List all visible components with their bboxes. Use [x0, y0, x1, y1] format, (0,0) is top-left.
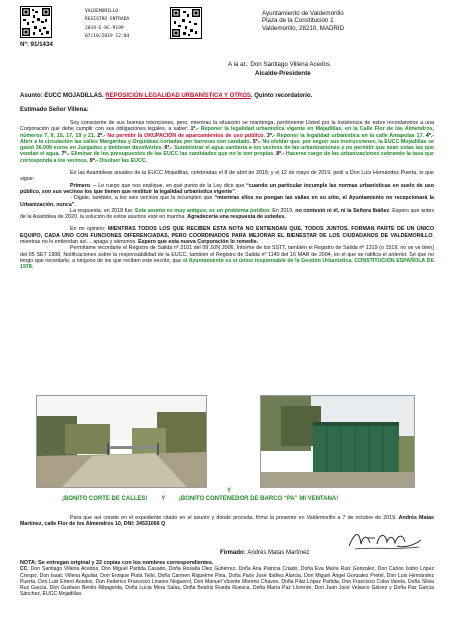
item-number: 7º.-	[61, 151, 72, 158]
photo-captions	[62, 496, 442, 503]
item-text: Reponer la legalidad urbanística vigente en Mojadillas, en la Calle Flor de los Almendros, números 7, 9, 15, 17, 19 y 21.	[20, 126, 434, 139]
paragraph-text: - Digale, también, a los seis vecinos que la incumplen que	[70, 195, 215, 202]
bold-text: Agradecería una respuesta de ustedes.	[187, 214, 286, 221]
quote-text: “mientras ellos no pongan las vallas en su sitio, el Ayuntamiento no recepcionará la Urbanización, nunca”	[20, 195, 434, 208]
subject-highlight: REPOSICIÓN LEGALIDAD URBANÍSTICA Y OTROS	[105, 93, 251, 99]
cc-label: CC	[20, 566, 28, 573]
bold-text: MIENTRAS TODOS LOS QUE RECIBEN ESTA NOTA NO ENTIENDAN QUE, TODOS JUNTOS, FORMAN PARTE DE UN ÚNICO EQUIPO, CADA UNO CON FUNCIONES DIFERENCIADAS, PERO COORDINADOS PARA MEJORAR EL BIENESTAR DE LOS CIUDADANOS DE VALDEMORILLO	[20, 226, 434, 239]
lead-word: Primero	[70, 182, 91, 189]
paragraph-second-request	[20, 195, 434, 208]
subject-part: EUCC MOJADILLAS.	[44, 93, 106, 99]
item-text: Eliminar de los presupuestos de las EUCC las cantidades que no le son propias.	[71, 151, 277, 158]
item-text: No olvidar que, por seguir sus instrucciones, la EUCC Mojadillas se gastó 36.000 euros en Juzgados y debieran devolvérles.	[20, 138, 434, 152]
letter-body	[20, 93, 434, 271]
paragraph-text: . Espero que antes de la Asamblea de 2020, la solución de estos asuntos esté en marcha.	[20, 207, 434, 221]
item-number: 1º.-	[190, 126, 201, 133]
stamp-line: VALDEMORILLO	[85, 9, 119, 14]
stamp-line: 2019-E-RC-9199	[85, 25, 124, 31]
paragraph-assemblies: En las Asambleas anuales de la EUCC Mojadillas, celebradas el 8 de abril de 2018, y el 12 de mayo de 2019, pedí a Don Luís Hernández Puerta, lo que sigue:	[20, 170, 434, 183]
subject-prefix: Asunto:	[20, 93, 45, 99]
item-number: 4º.-	[425, 132, 435, 139]
bold-text: Espero que esta nueva Corporación lo remedie.	[138, 239, 259, 246]
attention-prefix: A la at.:	[228, 61, 251, 68]
item-number: 5º.-	[252, 138, 263, 145]
quote-text: Este asunto es muy antiguo, es un problema jurídico.	[135, 207, 271, 214]
item-number: 8º.-	[276, 151, 286, 158]
note-label: NOTA	[20, 560, 35, 566]
paragraph-text: Permítame recordarle el Registro de Salida nº 3101 del 09 JUN 2006, Informe de los SSTT, también el Registro de Salida nº 1319 (o 1519, no se ve bien) del 05 SET 1998, Notificaciones sobre la responsabilidad de la EUCC, también el Registro de Salida nº 1140 del 16 MAR de 2004, en el que se ratifica el anterior. Sé que no tengo que recordarle, a ninguno de los que reciben este escrito, que	[20, 245, 434, 264]
paragraph-text: , mientras no lo entiendan así… apaga y vámonos.	[20, 232, 434, 246]
caption-right: ¡BONITO CONTENEDOR DE BARCO “PA” MI VENTANA!	[178, 496, 339, 502]
item-text: Hacerse cargo de las urbanizaciones cobrando la tasa que corresponda a los vecinos.	[20, 151, 434, 164]
qr-code-left	[20, 6, 52, 38]
photo-street-barrier	[36, 395, 207, 488]
subject-part: . Quinto recordatorio.	[250, 93, 313, 99]
bold-text: no contestó ni él, ni la Señora Ibáñez	[295, 207, 390, 214]
paragraph-response	[20, 208, 434, 221]
item-text: Disolver las EUCC.	[99, 157, 148, 164]
note-text: : Se entregan original y 22 copias con los nombres correspondientes.	[34, 560, 214, 566]
bold-text: Andrés Matas Martínez, calle Flor de los Almendros 10, DNI: 34531066 Q	[20, 515, 434, 528]
caption-left: ¡BONITO CORTE DE CALLES!	[62, 496, 148, 502]
signature-line	[220, 550, 309, 556]
item-number: 6º.-	[164, 145, 175, 152]
attention-name: Don Santiago Villena Acedos	[250, 61, 331, 68]
bold-text: el Ayuntamiento es el único responsable de la Gestión Urbanística, CONSTITUCIÓN ESPAÑOLA DE 1978.	[20, 257, 434, 271]
item-text: Reponer la legalidad urbanística en la calle Amapolas 17.	[276, 132, 426, 139]
caption-connector: Y	[227, 488, 232, 494]
cc-text: : Don Santiago Villena Acedos, Don Miguel Partida Casado, Doña Rosalía Diez Gutiérrez, Doña Ana Patricia Criado, Doña Eva María Ruiz Gonzalez, Don Carlos Isidro López Crespo, Don Isaac Villena Aguilar, Don Enrique Platá Tello, Doña Carmen Riquelme Pina, Doña Paris José Ibáñez Alarcia, Don Miguel Ángel Gonzalez Pretel, Don Luis Hernández Puerta, Don Luis Ertero Acedos, Don Federico Francisco Linares Noguerol, Don Manuel Vicente Moreno Chaves, Doña Pilar López Partida, Don Francisco Coba Varela, Doña Silvia Ruz García, Don Gustavo Benito Ribagorda, Doña Lucia Mora Salas, Doña Beatriz Rueda Ruesca, Doña María Paz Llorente, Don Juan José Velasco Gálvez y Doña Paz García Sánchez, EUCC Mojadillas.	[20, 566, 434, 598]
recipient-address	[262, 10, 344, 32]
paragraph-text: Soy consciente de sus buenas intenciones, pero, mientras la situación se mantenga, perdóneme Usted por la insistencia de estos recordatorios a una Corporación que debe cumplir con sus obligaciones legales, a saber:	[20, 120, 434, 133]
document-number: Nº: 91/1434	[20, 41, 53, 48]
paragraph-registry	[20, 245, 434, 270]
item-text: No permitir la OKUPACIÓN de aparcamientos de uso público.	[107, 132, 267, 139]
recipient-line: Plaza de la Constitución 1	[262, 17, 334, 25]
greeting: Estimado Señor Villena:	[20, 107, 89, 113]
paragraph-first-request	[20, 183, 434, 196]
recipient-line: Valdemorillo, 28210, MADRID	[262, 24, 345, 32]
attention-line	[228, 61, 330, 68]
signature-label: Firmado:	[220, 550, 248, 556]
qr-code-stamp	[170, 7, 202, 39]
paragraph-text: En mi opinión:	[70, 226, 108, 233]
paragraph-text: . – Le ruego que nos explique, en qué punto de la Ley dice que	[90, 182, 247, 189]
footer-notes	[20, 560, 434, 597]
item-text: Suministrar el agua sanitaria a los vecinos de las urbanizaciones y no permitir que sean estas las que vendan el agua.	[20, 145, 434, 158]
quote-text: “cuando un particular incumple las normas urbanísticas en suelo de uso público, son sus vecinos los que tienen que restituir la legalidad urbanística vigente”	[20, 182, 434, 195]
signature-name: Andrés Matas Martínez	[247, 550, 310, 556]
paragraph-text: En 2019,	[270, 207, 296, 214]
cc-list	[20, 566, 434, 597]
paragraph-text: .	[74, 201, 76, 208]
photo-container	[260, 395, 415, 488]
item-text: Abrir a la circulación las calles Margaritas y Orquídeas cortadas por barreras con candado.	[20, 138, 253, 145]
stamp-line: REGISTRO ENTRADA	[85, 17, 130, 23]
paragraph-obligations	[20, 120, 434, 164]
stamp-line: 07/10/2019 12:04	[85, 34, 130, 40]
recipient-line: Ayuntamiento de Valdemorillo	[262, 10, 344, 17]
item-number: 2º.-	[97, 132, 108, 139]
paragraph-text: Para que así conste en el expediente citado en el asunto y donde proceda, firmo la presente en Valdemorillo a 7 de octubre de 2019.	[70, 515, 399, 521]
registry-stamp	[85, 9, 165, 40]
handwritten-signature	[345, 526, 425, 552]
paragraph-text: La respuesta, en 2018 fue:	[70, 207, 136, 214]
item-number: 3º.-	[266, 132, 277, 139]
caption-connector: Y	[161, 496, 166, 502]
paragraph-opinion	[20, 226, 434, 245]
subject-line	[20, 93, 434, 100]
item-number: 9º.-	[89, 157, 100, 164]
paragraph-text: .	[234, 188, 237, 195]
attention-role: Alcalde-Presidente	[255, 70, 311, 77]
